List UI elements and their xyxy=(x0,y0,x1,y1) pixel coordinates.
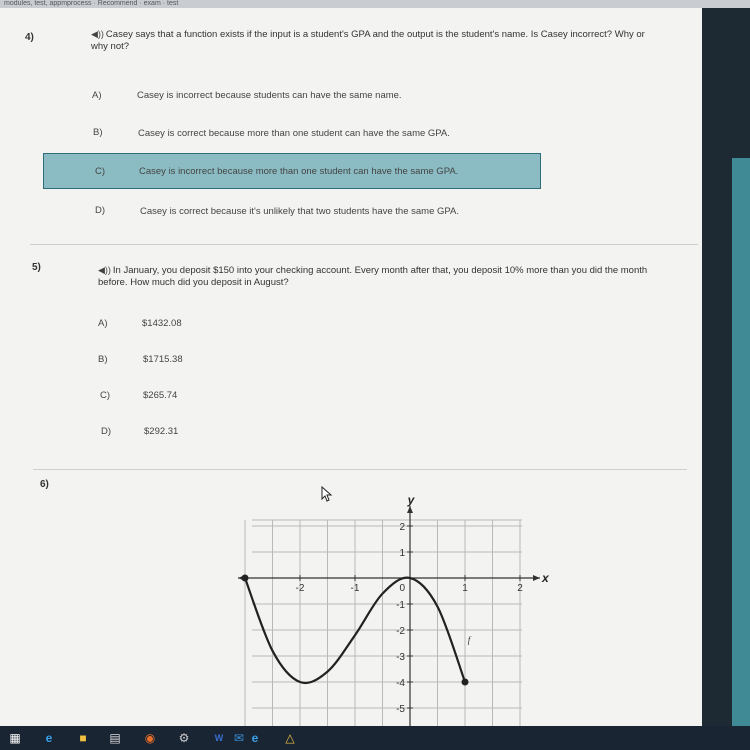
word-icon[interactable]: W xyxy=(214,733,224,743)
y-tick-label: -1 xyxy=(396,600,405,611)
settings-icon[interactable]: ⚙ xyxy=(178,731,190,745)
file-explorer-icon[interactable]: ■ xyxy=(79,731,87,745)
y-tick-label: -3 xyxy=(396,652,405,663)
option-text: $1432.08 xyxy=(142,318,182,329)
function-label: f xyxy=(467,635,471,645)
option-text: Casey is incorrect because more than one student can have the same GPA. xyxy=(139,166,459,177)
option-text: $292.31 xyxy=(144,426,179,437)
closed-endpoint xyxy=(242,575,249,582)
x-tick-label: 1 xyxy=(462,583,468,594)
option-text: Casey is incorrect because students can have the same name. xyxy=(137,90,402,101)
function-graph xyxy=(0,8,702,726)
closed-endpoint xyxy=(462,679,469,686)
speaker-icon[interactable]: ◀)) xyxy=(98,265,111,275)
question-6-number: 6) xyxy=(40,479,49,490)
y-tick-label: -5 xyxy=(396,704,405,715)
x-tick-label: -2 xyxy=(295,583,305,594)
x-tick-label: -1 xyxy=(350,583,360,594)
browser-tab-strip: modules, test, appmprocess · Recommend · exam · test xyxy=(0,0,750,8)
x-tick-label: 2 xyxy=(517,583,523,594)
origin-label: 0 xyxy=(399,583,405,594)
speaker-icon[interactable]: ◀)) xyxy=(91,29,104,39)
option-text: $1715.38 xyxy=(143,354,183,365)
x-axis-arrow xyxy=(533,575,540,581)
x-axis-label: x xyxy=(542,571,549,585)
start-icon[interactable]: ▦ xyxy=(9,731,21,745)
option-letter: A) xyxy=(98,318,108,329)
mouse-cursor-icon xyxy=(321,486,333,502)
windows-taskbar xyxy=(0,726,750,750)
mail-icon[interactable]: ✉ xyxy=(233,731,245,745)
firefox-icon[interactable]: ◉ xyxy=(144,731,156,745)
question-4-text: ◀)) Casey says that a function exists if the input is a student's GPA and the output is the student's name. Is Casey incorrect? Why or why not? xyxy=(91,29,645,52)
y-tick-label: 1 xyxy=(399,548,405,559)
internet-explorer-icon[interactable]: e xyxy=(251,731,259,745)
option-letter: D) xyxy=(95,205,106,216)
option-letter: C) xyxy=(100,390,111,401)
side-panel xyxy=(702,8,750,726)
option-letter: A) xyxy=(92,90,102,101)
graph-ticks xyxy=(296,522,524,715)
option-text: Casey is correct because it's unlikely that two students have the same GPA. xyxy=(140,206,459,217)
question-5-text: ◀)) In January, you deposit $150 into your checking account. Every month after that, you deposit 10% more than you did the month before. How much did you deposit in August? xyxy=(98,265,648,288)
option-letter: C) xyxy=(95,166,106,177)
option-text: $265.74 xyxy=(143,390,178,401)
y-tick-label: 2 xyxy=(399,522,405,533)
question-4-number: 4) xyxy=(25,32,34,43)
question-5-number: 5) xyxy=(32,262,41,273)
side-panel-accent xyxy=(732,158,750,726)
y-tick-label: -2 xyxy=(396,626,405,637)
store-icon[interactable]: ▤ xyxy=(109,731,121,745)
option-letter: D) xyxy=(101,426,112,437)
y-tick-label: -4 xyxy=(396,678,405,689)
edge-icon[interactable]: e xyxy=(45,731,53,745)
graph-grid xyxy=(245,520,522,726)
y-axis-arrow xyxy=(407,506,413,513)
option-letter: B) xyxy=(98,354,108,365)
option-text: Casey is correct because more than one student can have the same GPA. xyxy=(138,128,450,139)
option-letter: B) xyxy=(93,127,103,138)
y-axis-label: y xyxy=(407,493,415,507)
graph-axes xyxy=(238,506,540,726)
shield-icon[interactable]: △ xyxy=(285,731,295,745)
test-page xyxy=(0,8,702,726)
